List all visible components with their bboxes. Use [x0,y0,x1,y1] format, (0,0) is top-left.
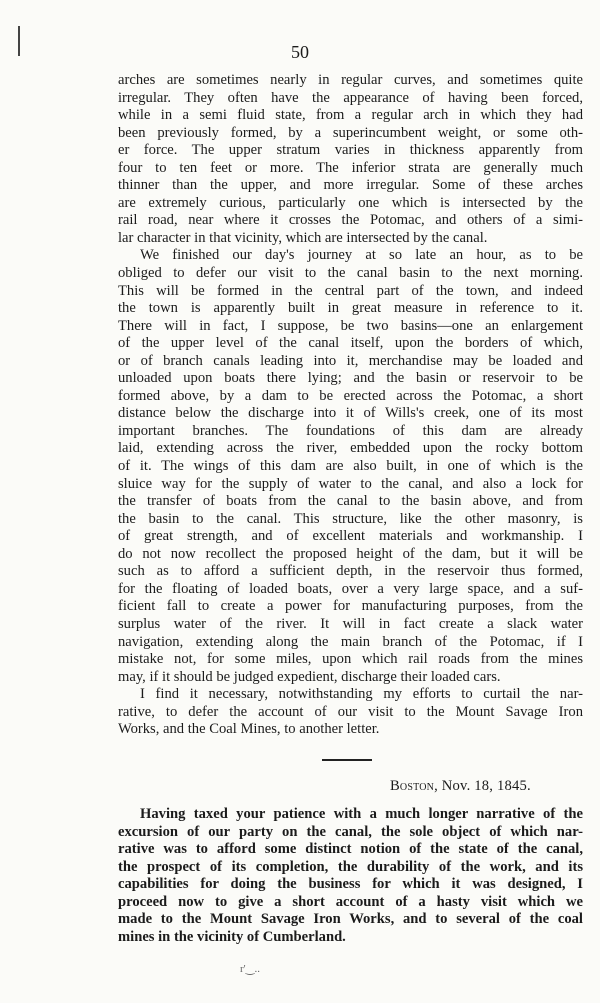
dateline-separator: , [434,778,442,794]
text-line: made to the Mount Savage Iron Works, and to several of the coal [118,911,583,928]
text-line: Works, and the Coal Mines, to another letter. [118,721,380,738]
text-line: obliged to defer our visit to the canal basin to the next morning. [118,265,583,282]
text-line: arches are sometimes nearly in regular curves, and sometimes quite [118,72,583,88]
text-line: This will be formed in the central part of the town, and indeed [118,282,583,299]
text-line: proceed now to give a short account of a hasty visit which we [118,893,583,910]
text-line: distance below the discharge into it of Wills's creek, one of its most [118,405,583,422]
text-line: for the floating of loaded boats, over a very large space, and a suf- [118,580,583,597]
text-line: laid, extending across the river, embedded upon the rocky bottom [118,440,583,457]
page-number: 50 [291,42,309,62]
text-line: navigation, extending along the main branch of the Potomac, if I [118,633,583,650]
dateline [390,778,531,795]
text-line: Having taxed your patience with a much longer narrative of the [140,806,583,822]
text-line: sluice way for the supply of water to the canal, and also a lock for [118,475,583,492]
text-line: or of branch canals leading into it, merchandise may be loaded and [118,352,583,369]
text-line: while in a semi fluid state, from a regular arch in which they had [118,107,583,124]
text-line: of the upper level of the canal itself, upon the borders of which, [118,335,583,352]
paragraph [118,247,583,686]
text-line: lar character in that vicinity, which are intersected by the canal. [118,229,488,246]
text-line: of great strength, and of excellent materials and workmanship. I [118,528,583,545]
text-line: such as to afford a sufficient depth, in the reservoir thus formed, [118,563,583,580]
text-line: surplus water of the river. It will in fact create a slack water [118,615,583,632]
text-line: four to ten feet or more. The inferior strata are generally much [118,159,583,176]
text-line: been previously formed, by a superincumbent weight, or some oth- [118,124,583,141]
text-line: There will in fact, I suppose, be two basins—one an enlargement [118,317,583,334]
text-line: ficient fall to create a power for manufacturing purposes, from the [118,598,583,615]
text-line: of it. The wings of this dam are also built, in one of which is the [118,458,583,475]
text-line: unloaded upon boats there lying; and the basin or reservoir to be [118,370,583,387]
section-rule [322,759,372,761]
text-line: the town is apparently built in great measure in reference to it. [118,300,583,317]
text-line: capabilities for doing the business for which it was designed, I [118,876,583,893]
text-line: excursion of our party on the canal, the sole object of which nar- [118,823,583,840]
body-text [118,72,583,739]
footer-mark: r'‿.. [240,963,260,975]
text-line: I find it necessary, notwithstanding my efforts to curtail the nar- [140,686,583,703]
dateline-date: Nov. 18, 1845. [441,778,531,794]
text-line: thinner than the upper, and more irregular. Some of these arches [118,177,583,194]
text-line: the basin to the canal. This structure, like the other masonry, is [118,510,583,527]
paragraph [118,686,583,739]
letter-body [118,806,583,946]
text-line: rail road, near where it crosses the Potomac, and others of a simi- [118,212,583,229]
paragraph [118,72,583,247]
dateline-city: Boston [390,778,435,794]
text-line: rative, to defer the account of our visit to the Mount Savage Iron [118,703,583,720]
text-line: mines in the vicinity of Cumberland. [118,928,346,945]
text-line: may, if it should be judged expedient, discharge their loaded cars. [118,668,501,685]
text-line: are extremely curious, particularly one which is intersected by the [118,194,583,211]
text-line: the transfer of boats from the canal to the basin above, and from [118,493,583,510]
text-line: mistake not, for some miles, upon which rail roads from the mines [118,651,583,668]
text-line: irregular. They often have the appearance of having been forced, [118,89,583,106]
text-line: We finished our day's journey at so late an hour, as to be [140,247,583,264]
text-line: rative was to afford some distinct notion of the state of the canal, [118,841,583,858]
text-line: do not now recollect the proposed height of the dam, but it will be [118,545,583,562]
text-line: important branches. The foundations of this dam are already [118,422,583,439]
text-line: er force. The upper stratum varies in thickness apparently from [118,142,583,159]
text-line: the prospect of its completion, the durability of the work, and its [118,858,583,875]
text-line: formed above, by a dam to be erected across the Potomac, a short [118,387,583,404]
